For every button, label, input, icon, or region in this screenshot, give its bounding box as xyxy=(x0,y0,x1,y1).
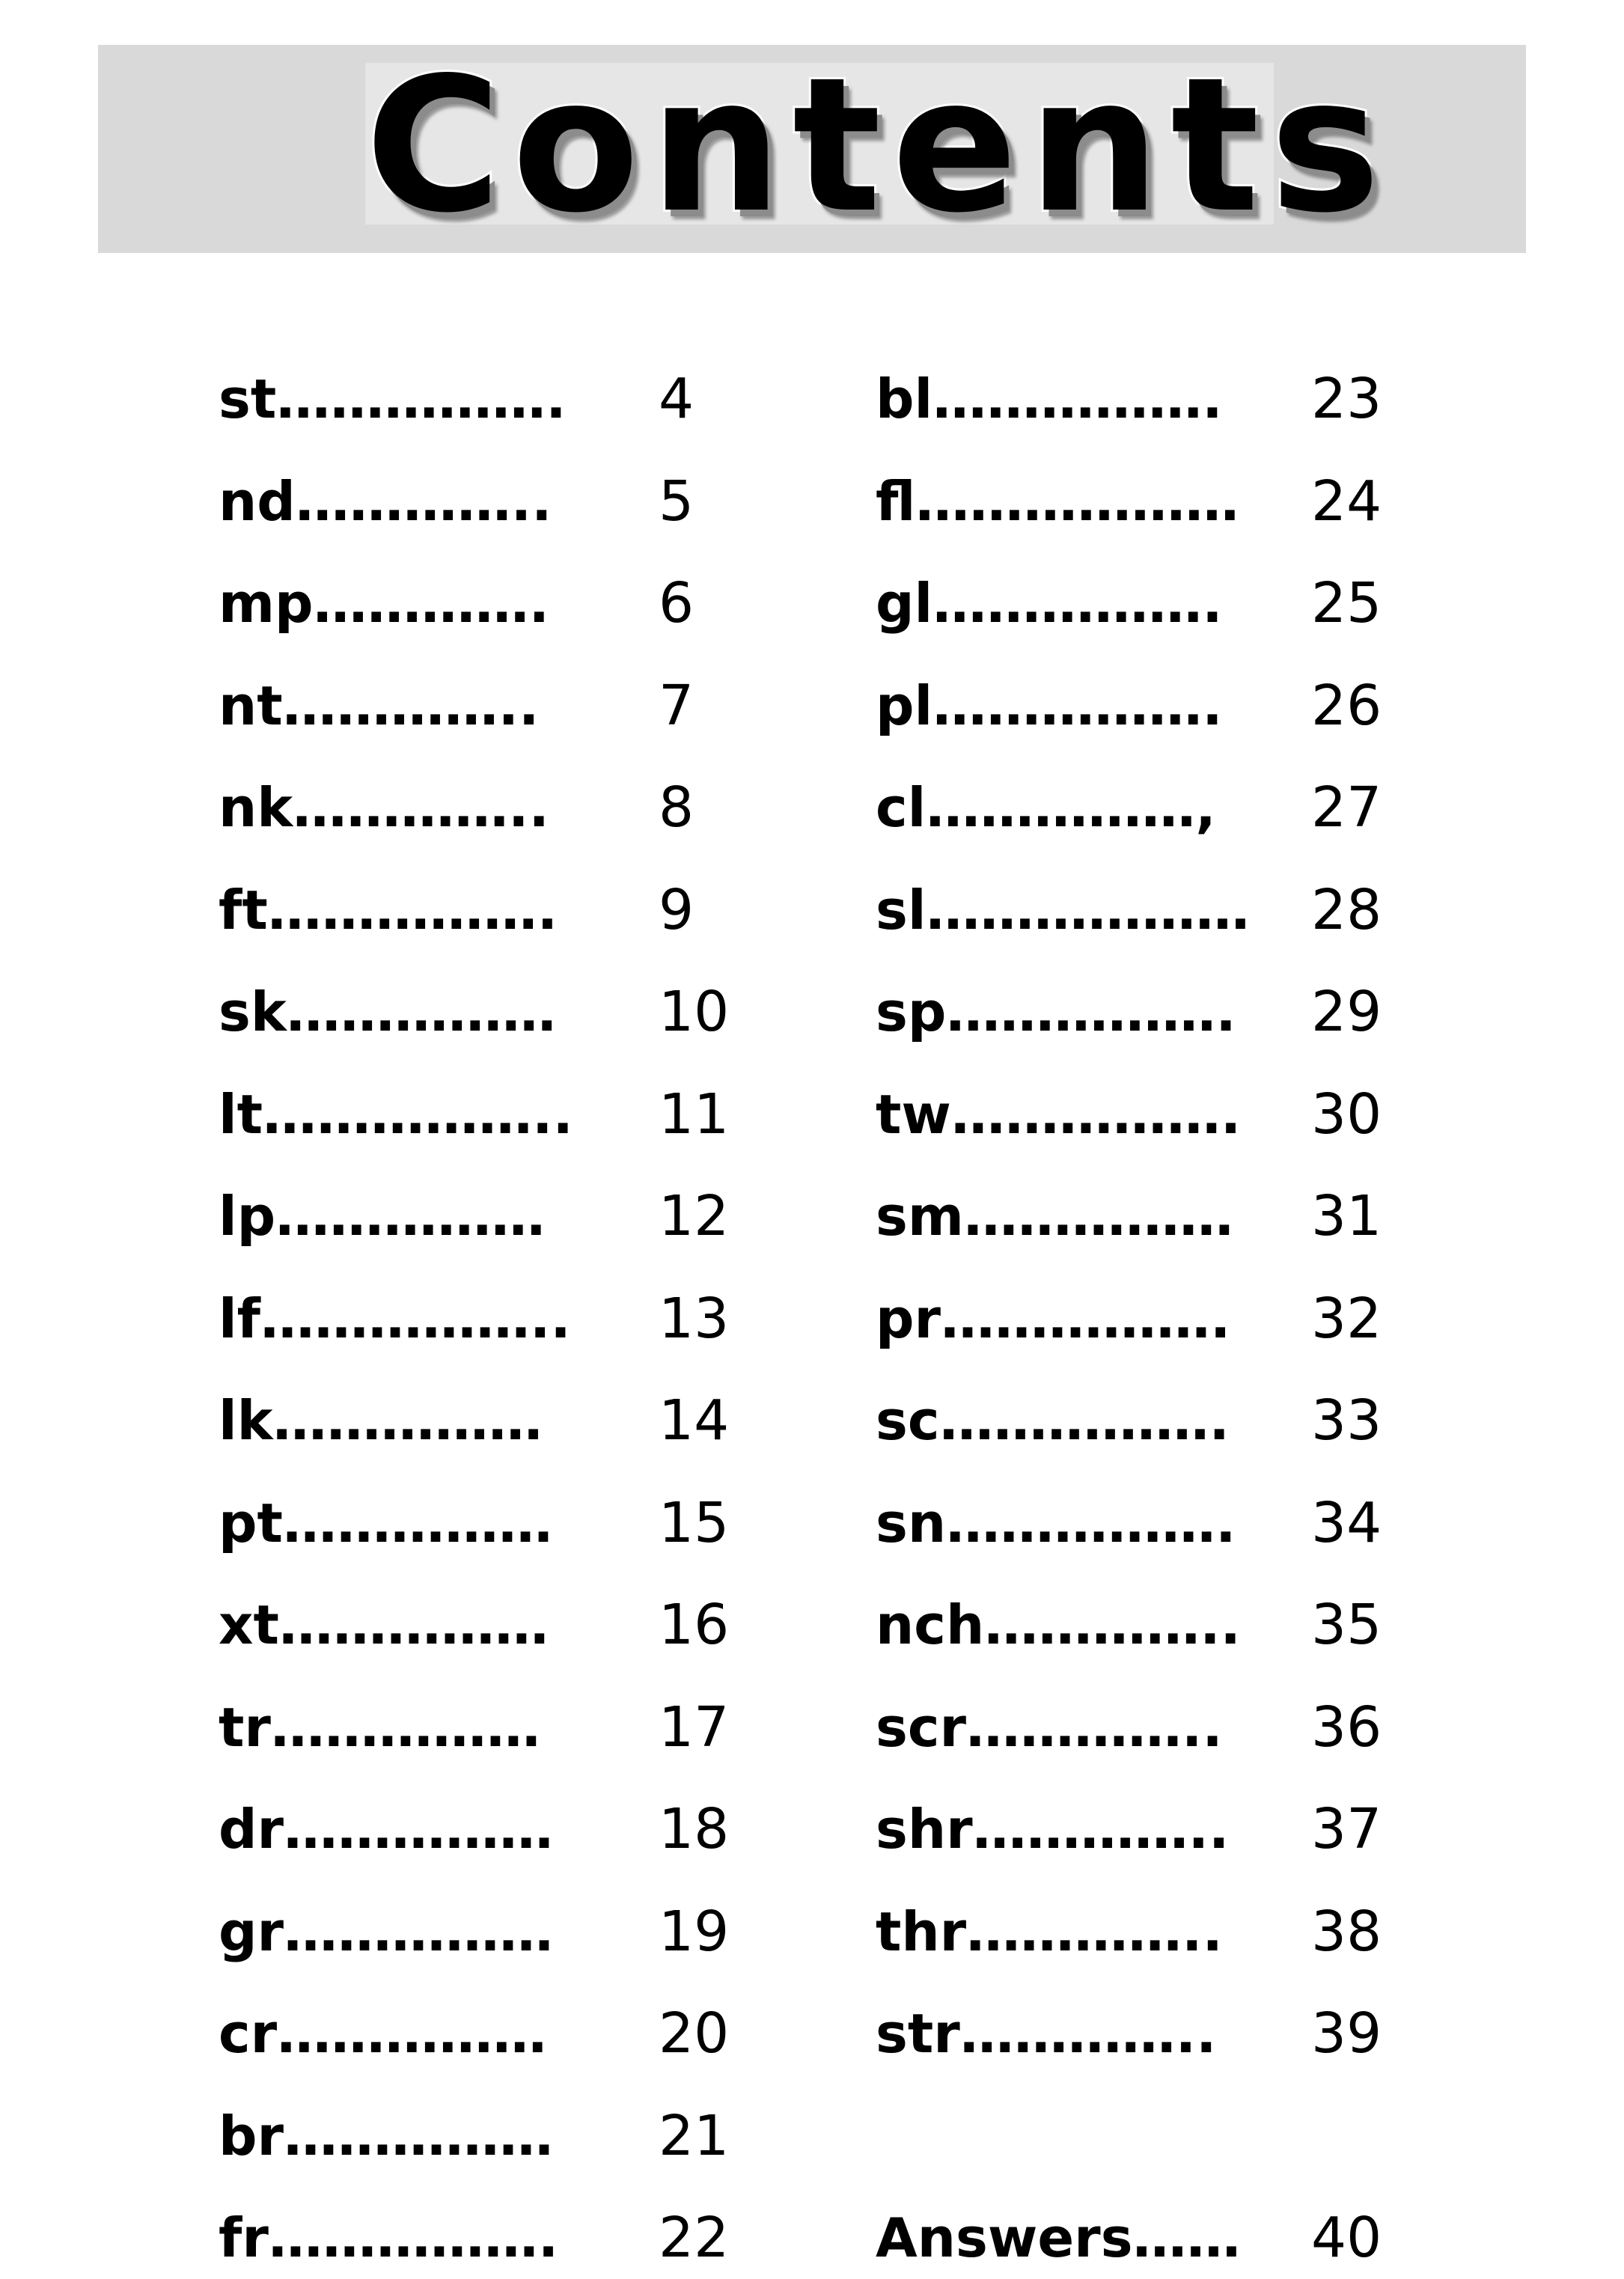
toc-entry-label: nt………….. xyxy=(219,674,540,737)
toc-entry-page-number: 29 xyxy=(1311,980,1382,1044)
toc-entry-page-number: 39 xyxy=(1311,2001,1382,2066)
toc-entry xyxy=(876,562,1549,644)
toc-entry xyxy=(876,1278,1549,1360)
toc-entry-label: pl……………. xyxy=(876,674,1223,737)
toc-entry-label: cr…………… xyxy=(219,2002,547,2065)
toc-entry-label: scr………….. xyxy=(876,1695,1223,1759)
toc-entry xyxy=(876,1891,1549,1973)
toc-entry xyxy=(876,1482,1549,1564)
toc-entry xyxy=(876,460,1549,543)
toc-entry-label: sm…………… xyxy=(876,1185,1233,1248)
toc-entry xyxy=(876,2197,1549,2279)
toc-entry-page-number: 27 xyxy=(1311,775,1382,840)
toc-entry-label: bl……………. xyxy=(876,367,1223,430)
toc-entry-page-number: 24 xyxy=(1311,469,1382,534)
toc-entry-label: sn……………. xyxy=(876,1491,1236,1555)
toc-entry-page-number: 35 xyxy=(1311,1593,1382,1657)
toc-entry-label: str………….. xyxy=(876,2002,1217,2065)
toc-entry xyxy=(876,869,1549,951)
toc-entry-label: tr…………… xyxy=(219,1695,540,1759)
toc-entry xyxy=(876,1992,1549,2075)
toc-entry xyxy=(219,1175,892,1257)
toc-entry xyxy=(219,1992,892,2075)
toc-entry-label: shr………….. xyxy=(876,1798,1230,1861)
toc-entry-page-number: 34 xyxy=(1311,1490,1382,1555)
toc-entry-page-number: 26 xyxy=(1311,673,1382,738)
toc-entry-label: thr………….. xyxy=(876,1900,1223,1963)
toc-entry-page-number: 10 xyxy=(659,980,730,1044)
toc-entry xyxy=(219,1482,892,1564)
toc-entry-page-number: 16 xyxy=(659,1593,730,1657)
toc-entry-label: fl……………… xyxy=(876,469,1239,533)
toc-entry-page-number: 4 xyxy=(659,367,695,431)
toc-entry xyxy=(219,358,892,440)
toc-entry xyxy=(219,1891,892,1973)
toc-entry-label: nd………….. xyxy=(219,469,552,533)
toc-entry-label: Answers…… xyxy=(876,2206,1241,2269)
toc-entry-page-number: 31 xyxy=(1311,1184,1382,1248)
toc-entry-label: sl……………… xyxy=(876,878,1250,942)
toc-entry-page-number: 23 xyxy=(1311,367,1382,431)
toc-entry xyxy=(219,1278,892,1360)
toc-entry xyxy=(219,1584,892,1666)
toc-entry-label: dr…………… xyxy=(219,1798,554,1861)
toc-entry-label: sp……………. xyxy=(876,980,1236,1043)
toc-entry xyxy=(876,1788,1549,1870)
toc-entry xyxy=(876,1073,1549,1156)
toc-entry-page-number: 33 xyxy=(1311,1388,1382,1453)
toc-entry-label: pr……………. xyxy=(876,1287,1231,1350)
toc-entry-label: lt…………….. xyxy=(219,1082,573,1146)
toc-entry xyxy=(219,2197,892,2279)
toc-entry xyxy=(219,869,892,951)
toc-entry-page-number: 38 xyxy=(1311,1899,1382,1964)
toc-entry xyxy=(219,1073,892,1156)
toc-entry-page-number: 36 xyxy=(1311,1694,1382,1760)
toc-entry-label: xt…………… xyxy=(219,1593,549,1656)
toc-entry-page-number: 12 xyxy=(659,1184,730,1248)
toc-entry-page-number: 20 xyxy=(659,2001,730,2066)
toc-entry-label: lf…………….. xyxy=(219,1287,571,1350)
toc-entry xyxy=(876,2095,1549,2177)
toc-entry-label: sc……………. xyxy=(876,1389,1230,1452)
toc-entry xyxy=(219,1686,892,1769)
toc-entry-label: gl……………. xyxy=(876,572,1223,635)
toc-entry xyxy=(876,1686,1549,1769)
toc-entry xyxy=(219,460,892,543)
toc-entry-page-number: 17 xyxy=(659,1694,730,1760)
toc-entry-page-number: 13 xyxy=(659,1286,730,1351)
page-title: Contents xyxy=(365,38,1391,254)
toc-entry xyxy=(219,766,892,849)
toc-entry-label: lk…………… xyxy=(219,1389,543,1452)
toc-entry xyxy=(219,2095,892,2177)
toc-entry-label: lp…………… xyxy=(219,1185,546,1248)
toc-entry-label: br…………… xyxy=(219,2104,554,2167)
toc-entry-page-number: 11 xyxy=(659,1081,730,1147)
toc-entry-page-number: 7 xyxy=(659,673,695,738)
toc-entry-page-number: 37 xyxy=(1311,1797,1382,1861)
toc-entry-label: cl……………, xyxy=(876,776,1216,839)
toc-entry-page-number: 25 xyxy=(1311,571,1382,635)
toc-entry-page-number: 21 xyxy=(659,2103,730,2168)
toc-entry-label: tw……………. xyxy=(876,1082,1242,1146)
toc-entry xyxy=(219,665,892,747)
toc-entry-page-number: 18 xyxy=(659,1797,730,1861)
toc-entry xyxy=(219,562,892,644)
toc-entry-page-number: 30 xyxy=(1311,1081,1382,1147)
toc-entry-label: sk…………… xyxy=(219,980,556,1043)
toc-entry-page-number: 8 xyxy=(659,775,695,840)
toc-entry-label: pt…………… xyxy=(219,1491,552,1555)
toc-entry xyxy=(876,358,1549,440)
toc-entry-label: st……………. xyxy=(219,367,567,430)
toc-entry-page-number: 9 xyxy=(659,877,695,942)
toc-entry-page-number: 5 xyxy=(659,469,695,534)
toc-entry-page-number: 40 xyxy=(1311,2206,1382,2270)
toc-entry-page-number: 28 xyxy=(1311,877,1382,942)
toc-entry-label: ft……………. xyxy=(219,878,558,942)
toc-entry-label: mp…………. xyxy=(219,572,549,635)
toc-entry xyxy=(876,1175,1549,1257)
toc-entry xyxy=(219,971,892,1053)
toc-entry xyxy=(219,1788,892,1870)
toc-entry-label: nk………….. xyxy=(219,776,549,839)
toc-entry-label: nch………….. xyxy=(876,1593,1241,1656)
toc-entry-page-number: 22 xyxy=(659,2206,730,2270)
toc-entry xyxy=(876,971,1549,1053)
toc-entry xyxy=(876,1584,1549,1666)
toc-entry xyxy=(876,665,1549,747)
toc-entry xyxy=(876,1379,1549,1462)
toc-entry xyxy=(876,766,1549,849)
toc-entry-page-number: 15 xyxy=(659,1490,730,1555)
toc-entry-page-number: 19 xyxy=(659,1899,730,1964)
toc-entry-label: gr…………… xyxy=(219,1900,554,1963)
toc-entry-page-number: 6 xyxy=(659,571,695,635)
toc-entry-page-number: 32 xyxy=(1311,1286,1382,1351)
toc-entry-label: fr……………. xyxy=(219,2206,559,2269)
toc-entry xyxy=(219,1379,892,1462)
toc-entry-page-number: 14 xyxy=(659,1388,730,1453)
